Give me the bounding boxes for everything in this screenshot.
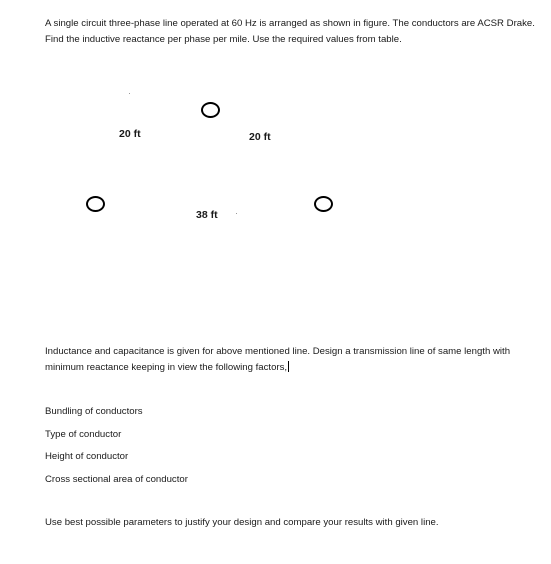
list-item: Cross sectional area of conductor bbox=[45, 473, 188, 485]
spacing-label-left: 20 ft bbox=[119, 128, 141, 140]
right-conductor bbox=[314, 196, 333, 212]
list-item: Type of conductor bbox=[45, 428, 122, 440]
design-factors-list bbox=[45, 404, 188, 494]
question-intro: A single circuit three-phase line operated at 60 Hz is arranged as shown in figure. The conductors are ACSR Drake. Find the inductive reactance per phase per mile. Use the required values from table. bbox=[45, 18, 535, 45]
design-task-paragraph bbox=[45, 344, 545, 376]
spacing-label-bottom: 38 ft bbox=[196, 209, 218, 221]
design-task-text: Inductance and capacitance is given for above mentioned line. Design a transmission line of same length with minimum reactance keeping in view the following factors, bbox=[45, 346, 511, 373]
spacing-label-right: 20 ft bbox=[249, 131, 271, 143]
stray-mark bbox=[129, 93, 130, 94]
left-conductor bbox=[86, 196, 105, 212]
list-item: Height of conductor bbox=[45, 451, 129, 462]
text-cursor bbox=[288, 361, 289, 372]
stray-mark bbox=[236, 213, 237, 214]
closing-instruction: Use best possible parameters to justify your design and compare your results with given line. bbox=[45, 517, 439, 528]
list-item: Bundling of conductors bbox=[45, 406, 143, 417]
top-conductor bbox=[201, 102, 220, 118]
